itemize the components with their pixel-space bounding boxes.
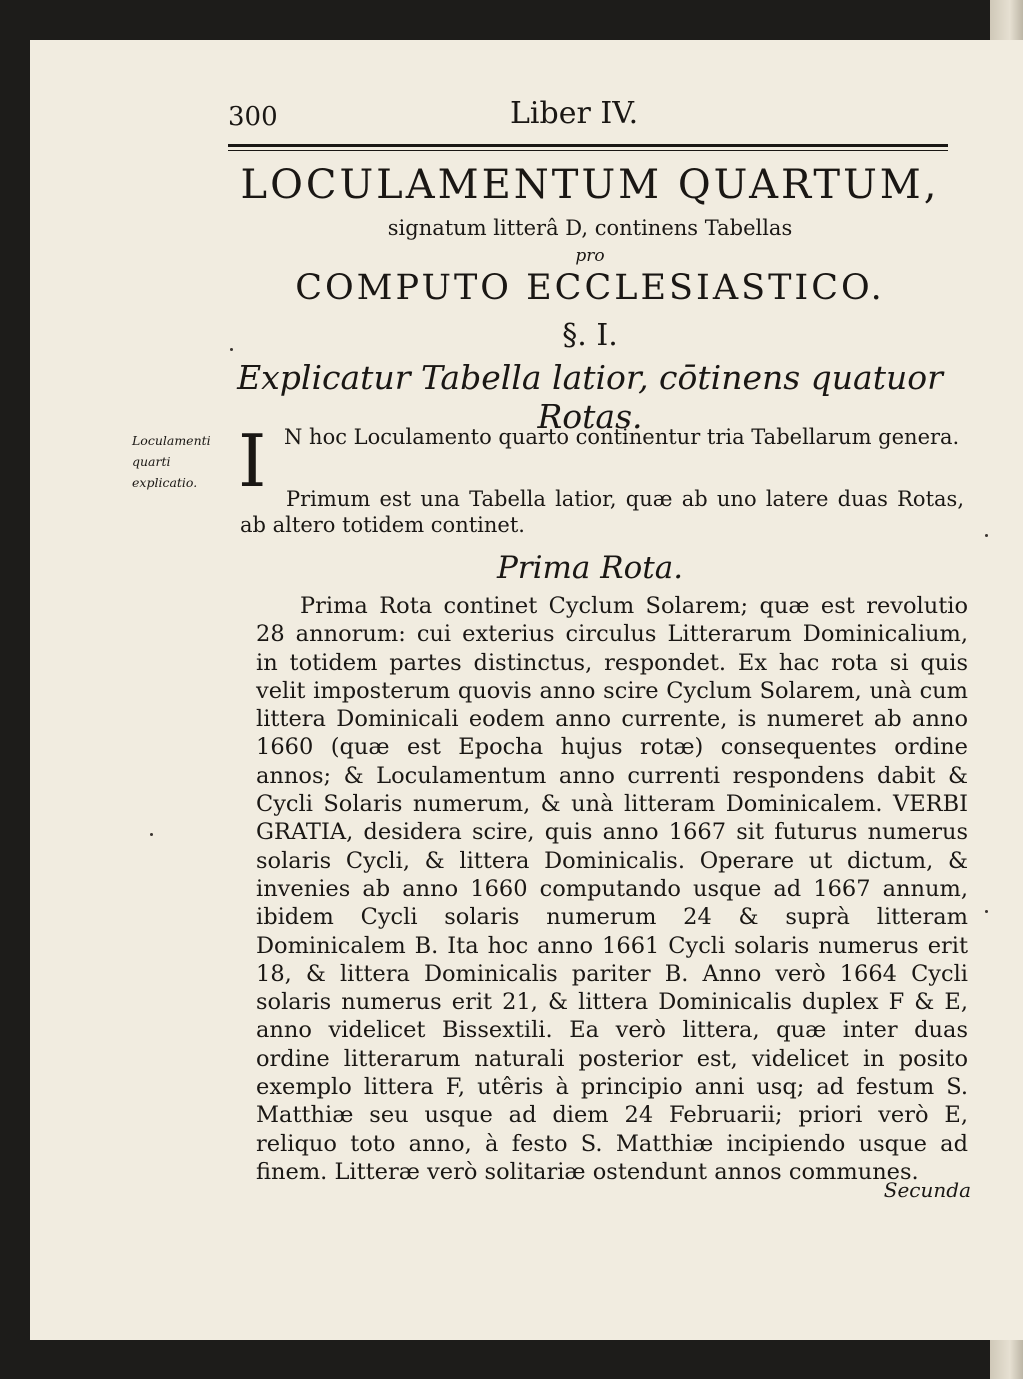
- ink-speck: [150, 833, 153, 836]
- paragraph-intro: N hoc Loculamento quarto continentur tria Tabellarum genera.: [284, 425, 960, 449]
- header-rule: [228, 144, 948, 147]
- page-header: [228, 96, 948, 136]
- running-head: Liber IV.: [510, 96, 639, 131]
- chapter-subtitle: signatum litterâ D, continens Tabellas: [387, 216, 793, 240]
- heading-prima-rota: Prima Rota.: [496, 550, 684, 586]
- margin-note: Loculamenti quarti explicatio.: [132, 433, 211, 490]
- catchword: Secunda: [883, 1178, 971, 1202]
- chapter-title: LOCULAMENTUM QUARTUM,: [240, 162, 940, 208]
- chapter-pro: pro: [575, 246, 605, 266]
- header-rule-thin: [228, 150, 948, 151]
- book-page: [30, 40, 1023, 1340]
- ink-speck: [230, 348, 233, 351]
- ink-speck: [985, 534, 988, 537]
- ink-speck: [985, 910, 988, 913]
- paragraph-primum: Primum est una Tabella latior, quæ ab uno latere duas Rotas, ab altero totidem continet.: [240, 487, 964, 537]
- drop-cap: I: [238, 419, 267, 503]
- page-number: 300: [228, 102, 278, 132]
- section-subheading: Explicatur Tabella latior, cōtinens quatuor Rotas.: [237, 358, 943, 436]
- section-mark: §. I.: [562, 318, 618, 353]
- paragraph-prima-rota: Prima Rota continet Cyclum Solarem; quæ est revolutio 28 annorum: cui exterius circulus Litterarum Dominicalium, in totidem partes distinctus, respondet. Ex hac rota si quis velit imposterum quovis anno scire Cyclum Solarem, unà cum littera Dominicali eodem anno currente, is numeret ab anno 1660 (quæ est Epocha hujus rotæ) consequentes ordine annos; & Loculamentum anno currenti respondens dabit & Cycli Solaris numerum, & unà litteram Dominicalem. VERBI GRATIA, desidera scire, quis anno 1667 sit futurus numerus solaris Cycli, & littera Dominicalis. Operare ut dictum, & invenies ab anno 1660 computando usque ad 1667 annum, ibidem Cycli solaris numerum 24 & suprà litteram Dominicalem B. Ita hoc anno 1661 Cycli solaris numerus erit 18, & littera Dominicalis pariter B. Anno verò 1664 Cycli solaris numerus erit 21, & littera Dominicalis duplex F & E, anno videlicet Bissextili. Ea verò littera, quæ inter duas ordine litterarum naturali posterior est, videlicet in posito exemplo littera F, utêris à principio anni usq; ad festum S. Matthiæ seu usque ad diem 24 Februarii; priori verò E, reliquo toto anno, à festo S. Matthiæ incipiendo usque ad finem. Litteræ verò solitariæ ostendunt annos communes.: [256, 593, 968, 1185]
- chapter-title-computo: COMPUTO ECCLESIASTICO.: [295, 268, 885, 308]
